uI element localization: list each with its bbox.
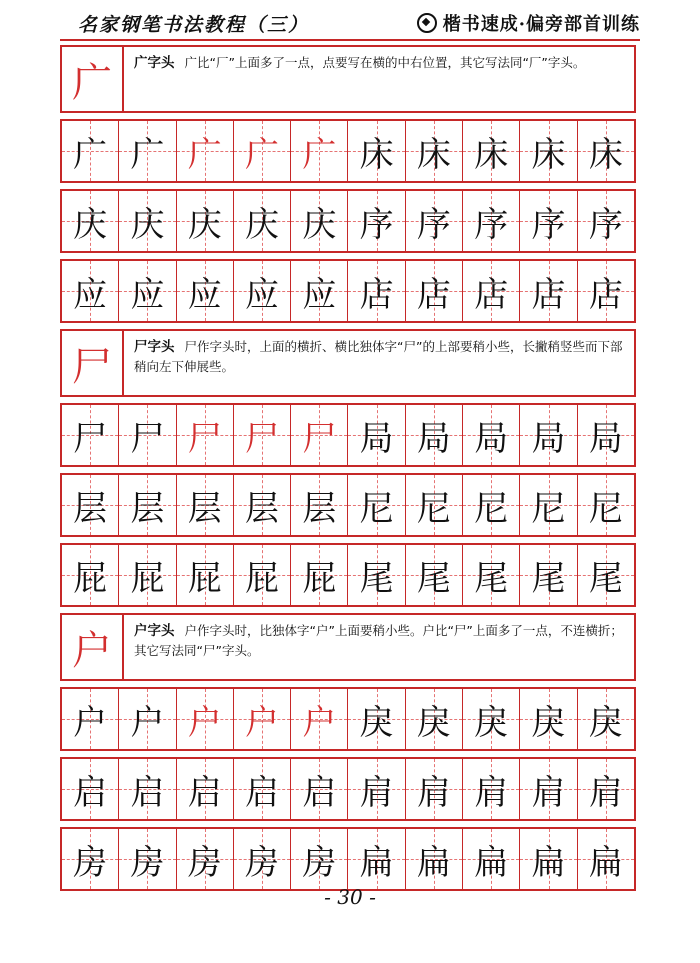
practice-character: 应 (245, 274, 280, 315)
practice-cell (119, 475, 176, 535)
practice-cell (234, 261, 291, 321)
practice-cell (348, 475, 405, 535)
practice-character: 序 (359, 204, 394, 245)
practice-grid-row (60, 119, 636, 183)
practice-character: 尾 (416, 558, 451, 599)
radical-description-block (124, 615, 634, 679)
radical-description: 户作字头时，比独体字“户”上面要稍小些。户比“尸”上面多了一点，不连横折；其它写法同“尸”字头。 (134, 623, 623, 658)
practice-character: 广 (245, 134, 280, 175)
practice-cell (348, 261, 405, 321)
practice-grid-row (60, 403, 636, 467)
practice-character: 尸 (187, 418, 222, 459)
practice-cell (119, 121, 176, 181)
practice-character: 庆 (73, 204, 108, 245)
practice-character: 尸 (130, 418, 165, 459)
practice-character: 应 (130, 274, 165, 315)
practice-cell (406, 545, 463, 605)
practice-cell (291, 475, 348, 535)
practice-cell (177, 689, 234, 749)
radical-character: 尸 (62, 331, 124, 395)
chapter-title-text: 楷书速成·偏旁部首训练 (442, 14, 640, 35)
practice-character: 局 (588, 418, 623, 459)
practice-character: 应 (302, 274, 337, 315)
practice-cell (62, 405, 119, 465)
practice-cell (62, 545, 119, 605)
practice-grid-row (60, 687, 636, 751)
practice-cell (234, 405, 291, 465)
radical-description-block (124, 47, 634, 111)
practice-character: 肩 (474, 772, 509, 813)
practice-character: 店 (359, 274, 394, 315)
practice-character: 序 (531, 204, 566, 245)
practice-cell (406, 475, 463, 535)
practice-grid-row (60, 827, 636, 891)
practice-cell (291, 689, 348, 749)
practice-cell (520, 829, 577, 889)
practice-cell (234, 689, 291, 749)
practice-character: 房 (130, 842, 165, 883)
practice-cell (62, 261, 119, 321)
practice-character: 戾 (416, 702, 451, 743)
practice-cell (291, 405, 348, 465)
radical-description: 广比“厂”上面多了一点，点要写在横的中右位置，其它写法同“厂”字头。 (184, 55, 586, 70)
practice-cell (406, 405, 463, 465)
practice-character: 局 (416, 418, 451, 459)
practice-character: 戾 (474, 702, 509, 743)
header-rule (60, 39, 640, 41)
practice-grid-row (60, 189, 636, 253)
practice-character: 庆 (130, 204, 165, 245)
practice-cell (520, 261, 577, 321)
practice-character: 户 (302, 702, 337, 743)
practice-character: 屁 (73, 558, 108, 599)
radical-character: 户 (62, 615, 124, 679)
practice-cell (578, 829, 634, 889)
practice-cell (119, 759, 176, 819)
practice-cell (578, 759, 634, 819)
practice-cell (177, 121, 234, 181)
practice-cell (234, 545, 291, 605)
practice-cell (177, 759, 234, 819)
practice-character: 店 (474, 274, 509, 315)
practice-cell (406, 261, 463, 321)
practice-character: 序 (416, 204, 451, 245)
practice-character: 尸 (73, 418, 108, 459)
practice-character: 启 (130, 772, 165, 813)
practice-cell (578, 405, 634, 465)
practice-character: 庆 (302, 204, 337, 245)
practice-character: 层 (187, 488, 222, 529)
practice-character: 尼 (416, 488, 451, 529)
practice-character: 层 (130, 488, 165, 529)
practice-character: 尼 (588, 488, 623, 529)
practice-cell (406, 829, 463, 889)
diamond-icon (417, 13, 437, 33)
practice-character: 肩 (531, 772, 566, 813)
practice-character: 层 (73, 488, 108, 529)
practice-cell (62, 475, 119, 535)
practice-cell (463, 121, 520, 181)
radical-title: 广字头 (134, 55, 175, 71)
practice-cell (520, 121, 577, 181)
practice-character: 庆 (187, 204, 222, 245)
practice-character: 启 (187, 772, 222, 813)
practice-cell (234, 475, 291, 535)
practice-character: 尾 (474, 558, 509, 599)
practice-character: 应 (187, 274, 222, 315)
practice-cell (177, 261, 234, 321)
practice-cell (119, 405, 176, 465)
practice-character: 广 (187, 134, 222, 175)
practice-cell (578, 191, 634, 251)
practice-cell (348, 759, 405, 819)
practice-character: 房 (187, 842, 222, 883)
practice-character: 层 (245, 488, 280, 529)
radical-description: 尸作字头时，上面的横折、横比独体字“尸”的上部要稍小些，长撇稍竖些而下部稍向左下伸展些。 (134, 339, 623, 374)
practice-cell (406, 689, 463, 749)
practice-character: 层 (302, 488, 337, 529)
practice-cell (291, 545, 348, 605)
practice-character: 户 (187, 702, 222, 743)
practice-cell (406, 121, 463, 181)
practice-character: 床 (416, 134, 451, 175)
radical-title: 尸字头 (134, 339, 175, 355)
practice-cell (578, 545, 634, 605)
practice-grid-row (60, 473, 636, 537)
practice-cell (520, 191, 577, 251)
practice-cell (291, 759, 348, 819)
book-title: 名家钢笔书法教程（三） (78, 14, 310, 36)
practice-character: 屁 (245, 558, 280, 599)
practice-cell (348, 689, 405, 749)
practice-cell (291, 121, 348, 181)
practice-character: 店 (416, 274, 451, 315)
practice-cell (520, 405, 577, 465)
radical-intro-box (60, 45, 636, 113)
practice-character: 尸 (245, 418, 280, 459)
radical-character: 广 (62, 47, 124, 111)
practice-cell (463, 191, 520, 251)
practice-cell (578, 121, 634, 181)
practice-cell (520, 545, 577, 605)
practice-cell (234, 191, 291, 251)
practice-cell (578, 261, 634, 321)
practice-character: 店 (531, 274, 566, 315)
practice-cell (348, 829, 405, 889)
practice-cell (234, 829, 291, 889)
practice-character: 房 (302, 842, 337, 883)
practice-grid-row (60, 543, 636, 607)
practice-character: 尼 (474, 488, 509, 529)
practice-cell (291, 829, 348, 889)
practice-cell (520, 689, 577, 749)
practice-cell (348, 405, 405, 465)
practice-cell (578, 689, 634, 749)
practice-character: 肩 (359, 772, 394, 813)
practice-character: 尾 (588, 558, 623, 599)
practice-character: 床 (531, 134, 566, 175)
practice-character: 扁 (588, 842, 623, 883)
practice-cell (119, 261, 176, 321)
practice-character: 戾 (588, 702, 623, 743)
page-number: - 30 - (324, 885, 376, 909)
practice-character: 尼 (359, 488, 394, 529)
practice-cell (348, 545, 405, 605)
practice-character: 戾 (359, 702, 394, 743)
practice-character: 肩 (416, 772, 451, 813)
practice-character: 扁 (531, 842, 566, 883)
practice-character: 户 (130, 702, 165, 743)
practice-character: 广 (73, 134, 108, 175)
practice-cell (463, 475, 520, 535)
practice-cell (578, 475, 634, 535)
practice-cell (62, 121, 119, 181)
practice-cell (62, 759, 119, 819)
practice-character: 屁 (130, 558, 165, 599)
practice-cell (463, 759, 520, 819)
practice-character: 局 (474, 418, 509, 459)
practice-grid-row (60, 757, 636, 821)
practice-character: 序 (588, 204, 623, 245)
practice-character: 尾 (531, 558, 566, 599)
practice-cell (119, 545, 176, 605)
practice-character: 启 (73, 772, 108, 813)
practice-character: 户 (245, 702, 280, 743)
practice-cell (177, 475, 234, 535)
practice-cell (463, 261, 520, 321)
practice-character: 床 (359, 134, 394, 175)
practice-character: 启 (245, 772, 280, 813)
practice-cell (291, 261, 348, 321)
practice-character: 床 (474, 134, 509, 175)
practice-character: 局 (359, 418, 394, 459)
practice-cell (520, 475, 577, 535)
practice-cell (291, 191, 348, 251)
practice-grid-row (60, 259, 636, 323)
practice-cell (520, 759, 577, 819)
practice-cell (62, 191, 119, 251)
practice-character: 房 (73, 842, 108, 883)
radical-intro-box (60, 613, 636, 681)
practice-cell (177, 545, 234, 605)
practice-cell (62, 829, 119, 889)
practice-character: 庆 (245, 204, 280, 245)
practice-character: 肩 (588, 772, 623, 813)
practice-cell (119, 829, 176, 889)
practice-cell (177, 405, 234, 465)
practice-cell (463, 689, 520, 749)
practice-cell (177, 191, 234, 251)
practice-character: 启 (302, 772, 337, 813)
practice-cell (348, 121, 405, 181)
practice-character: 广 (130, 134, 165, 175)
practice-character: 尼 (531, 488, 566, 529)
practice-cell (119, 191, 176, 251)
practice-cell (119, 689, 176, 749)
practice-cell (177, 829, 234, 889)
practice-character: 局 (531, 418, 566, 459)
practice-character: 屁 (187, 558, 222, 599)
practice-character: 尸 (302, 418, 337, 459)
practice-cell (234, 121, 291, 181)
radical-title: 户字头 (134, 623, 175, 639)
practice-character: 屁 (302, 558, 337, 599)
practice-cell (406, 191, 463, 251)
practice-character: 房 (245, 842, 280, 883)
practice-character: 广 (302, 134, 337, 175)
practice-cell (62, 689, 119, 749)
practice-character: 店 (588, 274, 623, 315)
practice-character: 序 (474, 204, 509, 245)
practice-character: 应 (73, 274, 108, 315)
practice-page (60, 45, 636, 897)
practice-character: 扁 (416, 842, 451, 883)
practice-cell (463, 829, 520, 889)
practice-character: 扁 (359, 842, 394, 883)
practice-character: 尾 (359, 558, 394, 599)
practice-cell (234, 759, 291, 819)
radical-intro-box (60, 329, 636, 397)
practice-character: 戾 (531, 702, 566, 743)
practice-cell (406, 759, 463, 819)
practice-character: 床 (588, 134, 623, 175)
practice-cell (463, 405, 520, 465)
practice-cell (348, 191, 405, 251)
chapter-title (417, 10, 640, 36)
radical-description-block (124, 331, 634, 395)
practice-cell (463, 545, 520, 605)
practice-character: 扁 (474, 842, 509, 883)
practice-character: 户 (73, 702, 108, 743)
